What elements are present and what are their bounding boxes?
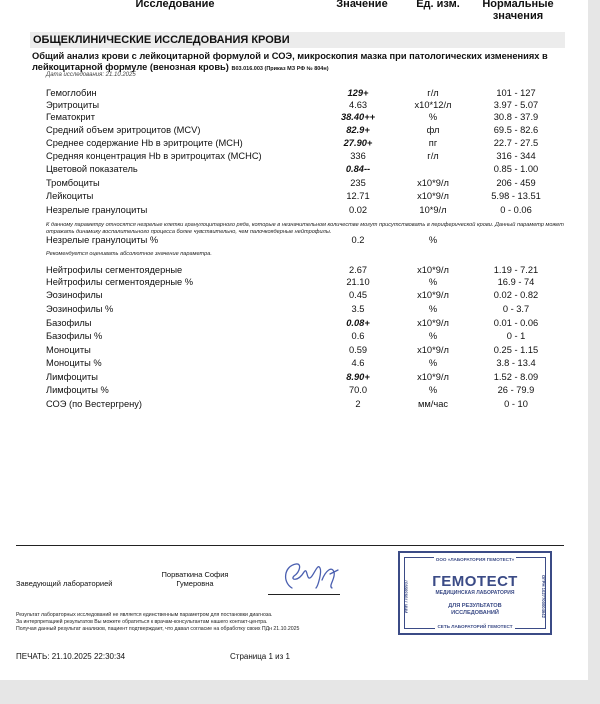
table-row: [46, 177, 566, 190]
disclaimer-line-1: Результат лабораторных исследований не является единственным параметром для постановки диагноза.: [16, 612, 273, 618]
stamp-brand: ГЕМОТЕСТ: [432, 573, 518, 590]
row-name: Гемоглобин: [46, 88, 97, 98]
row-range: 0 - 0.06: [500, 205, 532, 215]
row-unit: x10*9/л: [417, 345, 449, 355]
disclaimer: [16, 612, 396, 633]
row-value: 21.10: [346, 277, 370, 287]
table-row: [46, 357, 566, 370]
row-range: 5.98 - 13.51: [491, 191, 541, 201]
row-name: Лейкоциты: [46, 191, 94, 201]
table-row: [46, 204, 566, 217]
row-unit: %: [428, 304, 438, 314]
table-row: [46, 303, 566, 316]
row-value: 70.0: [348, 385, 368, 395]
row-value: 8.90+: [346, 372, 370, 382]
table-row: [46, 317, 566, 330]
row-unit: x10*9/л: [417, 178, 449, 188]
note-absolute: Рекомендуется оценивать абсолютное значение параметра.: [46, 251, 212, 257]
table-row: [46, 150, 566, 163]
row-value: 2: [355, 399, 361, 409]
row-range: 1.19 - 7.21: [493, 265, 539, 275]
stamp-top: ООО «ЛАБОРАТОРИЯ ГЕМОТЕСТ»: [435, 557, 515, 562]
study-date: Дата исследования: 21.10.2025: [46, 72, 136, 78]
panel-title-text: Общий анализ крови с лейкоцитарной формулой и СОЭ, микроскопия мазка при патологических изменениях в лейкоцитарной формуле (венозная кровь): [32, 51, 548, 72]
table-row: [46, 384, 566, 397]
row-value: 0.84--: [345, 164, 371, 174]
row-value: 4.63: [348, 100, 368, 110]
row-value: 3.5: [351, 304, 365, 314]
row-range: 0.25 - 1.15: [493, 345, 539, 355]
row-range: 3.97 - 5.07: [493, 100, 539, 110]
signature: [272, 558, 352, 594]
row-range: 1.52 - 8.09: [493, 372, 539, 382]
row-unit: пг: [428, 138, 438, 148]
row-value: 336: [350, 151, 366, 161]
row-range: 0.02 - 0.82: [493, 290, 539, 300]
stamp-net: СЕТЬ ЛАБОРАТОРИЙ ГЕМОТЕСТ: [437, 624, 513, 629]
row-range: 0 - 3.7: [502, 304, 530, 314]
row-unit: x10*9/л: [417, 372, 449, 382]
row-name: Эритроциты: [46, 100, 100, 110]
role-label: Заведующий лабораторией: [16, 579, 113, 588]
table-row: [46, 137, 566, 150]
row-range: 101 - 127: [496, 88, 536, 98]
row-value: 0.02: [348, 205, 368, 215]
row-range: 22.7 - 27.5: [493, 138, 539, 148]
col-header-unit: Ед. изм.: [416, 0, 460, 10]
row-name: Средняя концентрация Hb в эритроцитах (MCHC): [46, 151, 262, 161]
table-row: [46, 163, 566, 176]
row-name: Эозинофилы %: [46, 304, 114, 314]
stamp-res: ДЛЯ РЕЗУЛЬТАТОВ ИССЛЕДОВАНИЙ: [448, 603, 502, 616]
table-row: [46, 344, 566, 357]
row-name: Тромбоциты: [46, 178, 100, 188]
row-value: 0.59: [348, 345, 368, 355]
panel-code: В03.016.003 (Приказ МЗ РФ № 804н): [231, 66, 329, 72]
row-range: 69.5 - 82.6: [493, 125, 539, 135]
row-value: 4.6: [351, 358, 365, 368]
disclaimer-line-3: Получая данный результат анализов, пациент подтверждает, что давал согласие на обработку своих ПДн 21.10.2025: [16, 626, 300, 632]
person-name: Порваткина София Гумеровна: [161, 570, 229, 588]
table-row: [46, 330, 566, 343]
table-row: [46, 190, 566, 203]
table-row: [46, 398, 566, 411]
row-range: 0 - 1: [506, 331, 526, 341]
row-unit: %: [428, 331, 438, 341]
row-value: 0.45: [348, 290, 368, 300]
stamp-ogrn: ОГРН 1027700004642: [541, 575, 547, 618]
row-range: 206 - 459: [496, 178, 536, 188]
row-value: 0.6: [351, 331, 365, 341]
disclaimer-line-2: За интерпретацией результатов Вы можете обратиться к врачам-консультантам нашего контакт-центра.: [16, 619, 268, 625]
row-name: Эозинофилы: [46, 290, 103, 300]
row-range: 30.8 - 37.9: [493, 112, 539, 122]
signature-line: [268, 594, 340, 595]
row-name: Моноциты %: [46, 358, 102, 368]
row-value: 27.90+: [343, 138, 373, 148]
row-unit: %: [428, 112, 438, 122]
row-value: 0.2: [351, 235, 365, 245]
row-range: 26 - 79.9: [497, 385, 535, 395]
row-unit: x10*9/л: [417, 318, 449, 328]
row-value: 38.40++: [340, 112, 376, 122]
row-unit: фл: [426, 125, 440, 135]
row-name: Базофилы: [46, 318, 92, 328]
row-name: Среднее содержание Hb в эритроците (MCH): [46, 138, 243, 148]
row-unit: %: [428, 385, 438, 395]
row-name: Нейтрофилы сегментоядерные: [46, 265, 183, 275]
row-name: Гематокрит: [46, 112, 95, 122]
note-immature: К данному параметру относятся незрелые клетки гранулоцитарного ряда, которые в незначительном количестве могут присутствовать в периферической крови. Данный параметр может отражать динамику воспалительного процесса более чувствительно, чем палочкоядерные нейтрофилы.: [46, 222, 564, 235]
row-unit: x10*12/л: [414, 100, 452, 110]
row-value: 82.9+: [346, 125, 370, 135]
row-name: Моноциты: [46, 345, 91, 355]
row-value: 12.71: [346, 191, 370, 201]
row-name: Средний объем эритроцитов (MCV): [46, 125, 201, 135]
row-name: Базофилы %: [46, 331, 103, 341]
row-value: 129+: [347, 88, 369, 98]
table-row: [46, 111, 566, 124]
table-row: [46, 289, 566, 302]
row-name: Лимфоциты %: [46, 385, 109, 395]
row-name: Нейтрофилы сегментоядерные %: [46, 277, 194, 287]
row-unit: %: [428, 358, 438, 368]
stamp-frame: [404, 557, 546, 629]
row-unit: мм/час: [417, 399, 449, 409]
col-header-test: Исследование: [135, 0, 215, 10]
row-unit: %: [428, 235, 438, 245]
row-unit: x10*9/л: [417, 265, 449, 275]
footer-divider: [16, 545, 564, 546]
row-value: 0.08+: [346, 318, 370, 328]
row-name: Незрелые гранулоциты: [46, 205, 148, 215]
row-unit: x10*9/л: [417, 290, 449, 300]
row-unit: 10*9/л: [419, 205, 447, 215]
page-number: Страница 1 из 1: [230, 652, 290, 661]
row-range: 0 - 10: [504, 399, 528, 409]
table-row: [46, 371, 566, 384]
row-name: Цветовой показатель: [46, 164, 138, 174]
lab-stamp: [398, 551, 552, 635]
table-row: [46, 276, 566, 289]
stamp-inn: ИНН 7709385937: [403, 579, 409, 614]
row-unit: x10*9/л: [417, 191, 449, 201]
row-range: 16.9 - 74: [497, 277, 535, 287]
row-range: 3.8 - 13.4: [496, 358, 536, 368]
row-name: СОЭ (по Вестергрену): [46, 399, 143, 409]
print-time: ПЕЧАТЬ: 21.10.2025 22:30:34: [16, 652, 126, 661]
row-unit: г/л: [427, 88, 439, 98]
col-header-value: Значение: [336, 0, 388, 10]
stamp-sub: МЕДИЦИНСКАЯ ЛАБОРАТОРИЯ: [435, 590, 515, 596]
row-range: 316 - 344: [496, 151, 536, 161]
row-value: 235: [350, 178, 366, 188]
col-header-norm: Нормальные значения: [482, 0, 554, 22]
row-unit: г/л: [427, 151, 439, 161]
row-range: 0.01 - 0.06: [493, 318, 539, 328]
table-row: [46, 124, 566, 137]
section-title: ОБЩЕКЛИНИЧЕСКИЕ ИССЛЕДОВАНИЯ КРОВИ: [30, 32, 565, 48]
row-name: Незрелые гранулоциты %: [46, 235, 159, 245]
row-range: 0.85 - 1.00: [493, 164, 539, 174]
row-name: Лимфоциты: [46, 372, 98, 382]
row-value: 2.67: [348, 265, 368, 275]
row-unit: %: [428, 277, 438, 287]
